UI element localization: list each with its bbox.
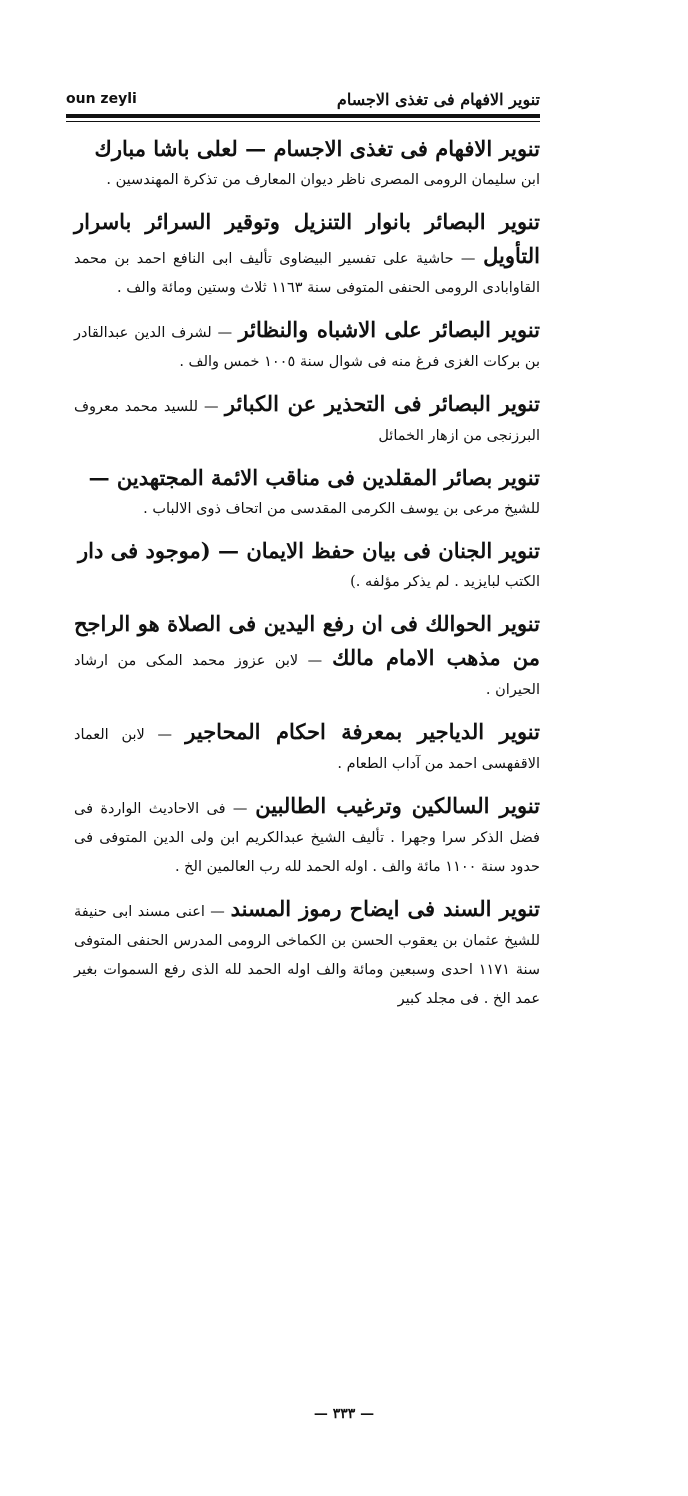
page-number: — ٣٣٣ — [313,1406,375,1422]
entry [74,892,540,1014]
entry-title: تنوير السالكين وترغيب الطالبين [255,793,541,818]
entry-description: — لشرف الدين عبدالقادر بن بركات الغزى فرغ منه فى شوال سنة ١٠٠٥ خمس والف . [74,325,540,370]
entry-title: تنوير السند فى ايضاح رموز المسند [230,896,540,921]
entry [74,715,540,779]
entry [74,534,540,597]
header-rule-thick [66,114,540,118]
entry-title: تنوير البصائر بانوار التنزيل وتوقير السرائر باسرار التأويل [74,209,540,268]
entry-description: الكتب لبايزيد . لم يذكر مؤلفه .) [350,574,540,590]
entry [74,387,540,451]
entry-description: — لابن عزوز محمد المكى من ارشاد الحيران . [74,653,540,698]
entry-title: تنوير الجنان فى بيان حفظ الايمان — (موجود فى دار [78,538,540,563]
entry-title: تنوير الحوالك فى ان رفع اليدين فى الصلاة هو الراجح من مذهب الامام مالك [74,611,540,670]
entry [74,205,540,303]
entry-title: تنوير بصائر المقلدين فى مناقب الائمة المجتهدين — [88,465,540,490]
entry-description: — فى الاحاديث الواردة فى فضل الذكر سرا وجهرا . تأليف الشيخ عبدالكريم ابن ولى الدين المتوفى فى حدود سنة ١١٠٠ مائة والف . اوله الحمد لله رب العالمين الخ . [74,801,540,875]
entry [74,461,540,524]
entry-title: تنوير الافهام فى تغذى الاجسام — لعلى باشا مبارك [94,136,540,161]
entry-description: — اعنى مسند ابى حنيفة للشيخ عثمان بن يعقوب الحسن بن الكماخى الرومى المدرس الحنفى المتوفى سنة ١١٧١ احدى وسبعين ومائة والف اوله الحمد لله الذى رفع السموات بغير عمد الخ . فى مجلد كبير [74,904,540,1007]
entry-title: تنوير الدياجير بمعرفة احكام المحاجير [185,719,540,744]
entries-list [74,132,540,1406]
entry [74,313,540,377]
page-header [66,82,540,116]
running-title: تنوير الافهام فى تغذى الاجسام [336,89,540,109]
entry-description: — حاشية على تفسير البيضاوى تأليف ابى النافع احمد بن محمد القاوابادى الرومى الحنفى المتوفى سنة ١١٦٣ ثلاث وستين ومائة والف . [74,251,540,296]
entry-description: للشيخ مرعى بن يوسف الكرمى المقدسى من اتحاف ذوى الالباب . [143,501,540,517]
header-left-tag: oun zeyli [66,91,137,107]
header-rule-thin [66,121,540,122]
entry-description: — للسيد محمد معروف البرزنجى من ازهار الخمائل [74,399,540,444]
entry-title: تنوير البصائر فى التحذير عن الكبائر [224,391,540,416]
entry [74,789,540,882]
entry-description: ابن سليمان الرومى المصرى ناظر ديوان المعارف من تذكرة المهندسين . [106,172,540,188]
entry-description: — لابن العماد الاقفهسى احمد من آداب الطعام . [74,727,540,772]
entry-title: تنوير البصائر على الاشباه والنظائر [238,317,541,342]
entry [74,607,540,705]
entry [74,132,540,195]
